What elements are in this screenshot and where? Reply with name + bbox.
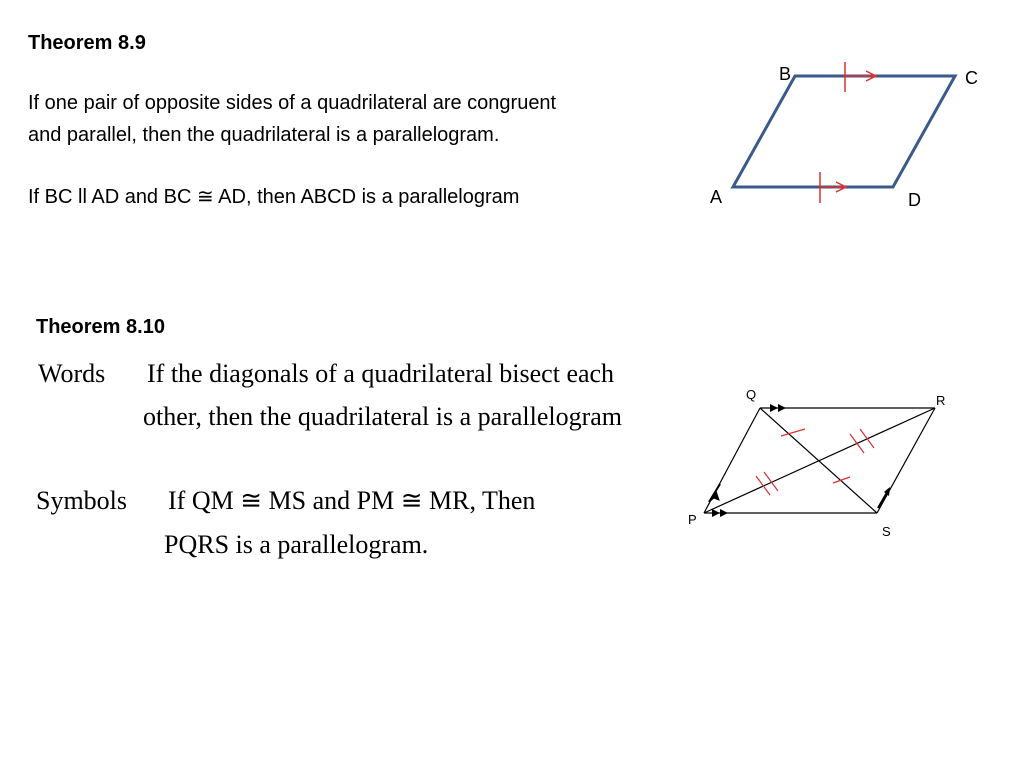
- theorem-8-10-title: Theorem 8.10: [36, 316, 165, 338]
- label-s: S: [882, 524, 891, 539]
- diagonal-pr: [704, 408, 935, 513]
- symbols-label: Symbols: [36, 486, 128, 515]
- mr-tick-2: [860, 429, 874, 448]
- qr-arrow-2: [778, 404, 786, 412]
- symbols-line1: If QM ≅ MS and PM ≅ MR, Then: [168, 486, 536, 515]
- label-c: C: [965, 68, 978, 88]
- theorem-8-9-statement-line1: If one pair of opposite sides of a quadrilateral are congruent: [28, 92, 557, 114]
- pm-tick-2: [764, 472, 778, 491]
- theorem-8-9-statement-line2: and parallel, then the quadrilateral is a parallelogram.: [28, 124, 500, 146]
- ms-tick: [833, 477, 850, 483]
- diagonal-qs: [760, 408, 877, 513]
- label-d: D: [908, 190, 921, 210]
- symbols-line2: PQRS is a parallelogram.: [164, 530, 429, 559]
- words-line2: other, then the quadrilateral is a parallelogram: [143, 402, 623, 431]
- pm-tick-1: [756, 476, 770, 495]
- ps-arrow-1: [712, 509, 720, 517]
- qr-arrow-1: [770, 404, 778, 412]
- label-a: A: [710, 187, 723, 207]
- parallelogram-abcd: [733, 76, 955, 187]
- theorem-8-9-example: If BC ll AD and BC ≅ AD, then ABCD is a parallelogram: [28, 186, 520, 208]
- mr-tick-1: [850, 434, 864, 453]
- theorem-8-9-title: Theorem 8.9: [28, 32, 146, 54]
- label-p: P: [688, 512, 697, 527]
- parallelogram-abcd-diagram: [690, 55, 990, 220]
- words-line1: If the diagonals of a quadrilateral bisect each: [147, 359, 615, 388]
- ps-arrow-2: [720, 509, 728, 517]
- label-r: R: [936, 393, 946, 408]
- side-rs: [877, 408, 935, 513]
- label-b: B: [779, 64, 792, 84]
- label-q: Q: [746, 387, 757, 402]
- parallelogram-pqrs-diagram: [680, 380, 960, 550]
- words-label: Words: [38, 359, 106, 388]
